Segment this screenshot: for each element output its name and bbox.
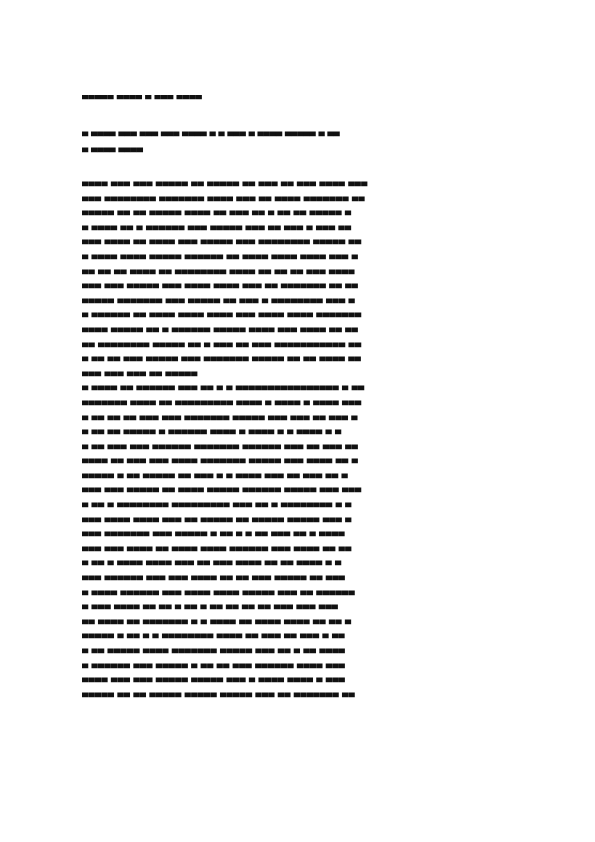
body-line: ▀ ▀▀▀ ▀▀▀▀ ▀▀ ▀▀ ▀ ▀▀ ▀ ▀▀ ▀▀ ▀▀ ▀▀ ▀▀▀ ▀▀▀ ▀▀▀ xyxy=(82,605,339,615)
body-line: ▀▀▀▀▀ ▀ ▀▀ ▀▀▀▀▀ ▀▀ ▀▀▀ ▀ ▀ ▀▀▀▀ ▀▀▀ ▀▀ ▀▀▀ ▀▀ ▀ xyxy=(82,473,348,483)
body-line: ▀▀▀ ▀▀▀▀▀▀ ▀▀▀ ▀▀▀ ▀▀▀▀ ▀▀ ▀▀ ▀▀▀ ▀▀▀▀▀ ▀▀ ▀▀▀ xyxy=(82,576,346,586)
body-line: ▀ ▀▀▀▀▀▀ ▀▀▀ ▀▀▀▀▀ ▀ ▀▀ ▀▀ ▀▀▀ ▀▀▀▀▀▀ ▀▀▀▀ ▀▀▀ xyxy=(82,663,346,673)
body-line: ▀ ▀▀ ▀▀▀▀▀ ▀▀▀▀ ▀▀▀▀▀▀▀ ▀▀▀▀▀ ▀▀▀ ▀▀ ▀ ▀▀ ▀▀▀▀ xyxy=(82,649,346,658)
body-line: ▀ ▀▀▀▀ ▀▀▀▀▀▀ ▀▀▀ ▀▀▀▀ ▀▀▀▀ ▀▀▀▀▀ ▀▀▀ ▀▀ ▀▀▀▀▀▀ xyxy=(82,590,355,600)
body-line: ▀ ▀▀ ▀ ▀▀▀▀ ▀▀▀▀ ▀▀▀ ▀▀ ▀▀▀ ▀▀▀▀ ▀▀ ▀▀ ▀▀▀▀ ▀ ▀ xyxy=(82,561,342,571)
body-line: ▀ ▀▀▀▀▀▀ ▀▀ ▀▀▀▀ ▀▀▀▀ ▀▀▀▀ ▀▀▀ ▀▀▀▀ ▀▀▀▀ ▀▀▀▀▀▀▀ xyxy=(82,313,362,323)
body-line: ▀▀▀▀ ▀▀▀ ▀▀▀ ▀▀▀▀▀ ▀▀▀▀▀ ▀▀▀ ▀ ▀▀▀▀ ▀▀▀▀ ▀ ▀▀▀ xyxy=(82,678,346,688)
title-line: ▀ ▀▀▀▀ ▀▀▀▀ xyxy=(82,148,143,157)
body-line: ▀ ▀▀ ▀▀ ▀▀▀▀▀ ▀ ▀▀▀▀▀▀ ▀▀▀▀ ▀ ▀▀▀▀ ▀ ▀ ▀▀▀▀ ▀ ▀ xyxy=(82,430,342,440)
body-line: ▀▀▀▀▀▀▀ ▀▀▀▀ ▀▀ ▀▀▀▀▀▀▀▀▀ ▀▀▀▀ ▀ ▀▀▀▀ ▀ ▀▀▀▀ ▀▀▀ xyxy=(82,400,362,410)
body-line: ▀▀▀ ▀▀▀ ▀▀▀▀ ▀▀ ▀▀▀▀ ▀▀▀▀ ▀▀▀▀▀▀ ▀▀▀ ▀▀▀▀ ▀▀ ▀▀ xyxy=(82,546,352,556)
body-line: ▀ ▀▀ ▀▀ ▀▀ ▀▀▀ ▀▀▀ ▀▀▀▀▀▀▀ ▀▀▀▀▀ ▀▀▀ ▀▀▀ ▀▀ ▀▀▀ ▀ xyxy=(82,415,358,425)
body-line: ▀ ▀▀ ▀▀ ▀▀▀ ▀▀▀▀▀ ▀▀▀ ▀▀▀▀▀▀▀ ▀▀▀▀▀ ▀▀ ▀▀ ▀▀▀▀ ▀▀ xyxy=(82,357,362,367)
body-line: ▀▀▀▀▀ ▀ ▀▀ ▀ ▀ ▀▀▀▀▀▀▀▀ ▀▀▀▀ ▀▀ ▀▀▀ ▀▀ ▀▀▀ ▀ ▀▀ xyxy=(82,634,345,644)
document-title xyxy=(82,129,512,161)
running-header: ▀▀▀▀▀ ▀▀▀▀ ▀ ▀▀▀ ▀▀▀▀ xyxy=(82,95,202,104)
body-line: ▀▀▀▀ ▀▀▀▀▀ ▀▀ ▀ ▀▀▀▀▀▀ ▀▀▀▀▀ ▀▀▀▀ ▀▀▀ ▀▀▀▀ ▀▀ ▀▀ xyxy=(82,327,359,337)
body-line: ▀ ▀▀▀▀ ▀▀ ▀▀▀▀▀▀ ▀▀▀ ▀▀ ▀ ▀ ▀▀▀▀▀▀▀▀▀▀▀▀▀▀▀▀ ▀ ▀▀ xyxy=(82,386,365,396)
body-line: ▀▀▀▀▀ ▀▀ ▀▀ ▀▀▀▀▀ ▀▀▀▀▀ ▀▀▀▀▀ ▀▀▀ ▀▀ ▀▀▀▀▀▀▀ ▀▀ xyxy=(82,692,355,702)
body-line: ▀▀▀ ▀▀▀▀ ▀▀▀▀ ▀▀▀ ▀▀ ▀▀▀▀▀ ▀▀ ▀▀▀▀▀ ▀▀▀▀▀ ▀▀▀ ▀ xyxy=(82,517,352,527)
document-body xyxy=(82,180,512,705)
body-line: ▀▀ ▀▀▀▀▀▀▀▀ ▀▀▀▀▀ ▀▀ ▀ ▀▀▀ ▀▀ ▀▀▀ ▀▀▀▀▀▀▀▀▀▀▀ ▀▀ xyxy=(82,342,362,352)
body-line: ▀▀▀ ▀▀▀▀▀▀▀▀ ▀▀▀▀▀▀▀ ▀▀▀▀ ▀▀▀ ▀▀ ▀▀▀▀ ▀▀▀▀▀▀▀ ▀▀ xyxy=(82,196,365,206)
body-line: ▀▀▀ ▀▀▀ ▀▀▀ ▀▀ ▀▀▀▀▀ xyxy=(82,371,198,381)
body-line: ▀▀▀ ▀▀▀ ▀▀▀▀▀ ▀▀ ▀▀▀▀ ▀▀▀▀▀ ▀▀▀▀▀▀ ▀▀▀▀▀ ▀▀▀ ▀▀▀ xyxy=(82,488,362,498)
body-line: ▀▀▀ ▀▀▀ ▀▀▀▀▀ ▀▀▀ ▀▀▀▀ ▀▀▀▀ ▀▀▀ ▀▀ ▀▀▀▀▀▀▀ ▀▀ ▀▀ xyxy=(82,284,359,294)
body-line: ▀▀▀▀ ▀▀ ▀▀▀ ▀▀▀ ▀▀▀▀ ▀▀▀▀▀▀▀ ▀▀▀▀▀ ▀▀▀ ▀▀▀▀ ▀▀ ▀ xyxy=(82,459,359,469)
body-line: ▀ ▀▀ ▀ ▀▀▀▀▀▀▀▀ ▀▀▀▀▀▀▀▀▀ ▀▀▀ ▀▀ ▀ ▀▀▀▀▀▀▀▀ ▀ ▀ xyxy=(82,503,352,513)
body-line: ▀ ▀▀ ▀▀▀ ▀▀▀ ▀▀▀▀▀▀ ▀▀▀▀▀▀▀ ▀▀▀▀▀▀ ▀▀▀ ▀▀ ▀▀▀ ▀▀ xyxy=(82,444,359,454)
body-line: ▀ ▀▀▀▀ ▀▀ ▀ ▀▀▀▀▀▀ ▀▀▀ ▀▀▀▀▀ ▀▀▀ ▀▀ ▀▀▀ ▀ ▀▀▀ ▀▀ xyxy=(82,225,352,235)
body-line: ▀ ▀▀▀▀ ▀▀▀▀ ▀▀▀▀▀ ▀▀▀▀▀▀ ▀▀ ▀▀▀▀ ▀▀▀▀ ▀▀▀▀ ▀▀▀ ▀ xyxy=(82,254,359,264)
body-line: ▀▀▀ ▀▀▀▀ ▀▀ ▀▀▀▀ ▀▀▀ ▀▀▀▀▀ ▀▀▀ ▀▀▀▀▀▀▀▀ ▀▀▀▀▀ ▀▀ xyxy=(82,240,362,250)
body-line: ▀▀ ▀▀▀▀ ▀▀ ▀▀▀▀▀▀▀ ▀ ▀ ▀▀▀▀ ▀▀ ▀▀▀▀ ▀▀▀▀ ▀▀ ▀▀ ▀ xyxy=(82,619,352,629)
title-line: ▀ ▀▀▀▀ ▀▀▀ ▀▀▀ ▀▀▀ ▀▀▀▀ ▀ ▀ ▀▀▀ ▀ ▀▀▀▀ ▀▀▀▀▀ ▀ ▀▀ xyxy=(82,132,340,141)
body-line: ▀▀▀ ▀▀▀▀▀▀▀ ▀▀▀ ▀▀▀▀▀ ▀ ▀▀ ▀ ▀ ▀▀ ▀▀▀ ▀▀ ▀ ▀▀▀▀ xyxy=(82,532,345,542)
body-line: ▀▀▀▀ ▀▀▀ ▀▀▀ ▀▀▀▀▀ ▀▀ ▀▀▀▀▀ ▀▀ ▀▀▀ ▀▀ ▀▀▀ ▀▀▀▀ ▀▀▀ xyxy=(82,182,368,191)
body-line: ▀▀▀▀▀ ▀▀▀▀▀▀▀ ▀▀▀ ▀▀▀▀▀ ▀▀ ▀▀▀ ▀ ▀▀▀▀▀▀▀▀ ▀▀▀ ▀ xyxy=(82,298,355,308)
body-line: ▀▀ ▀▀ ▀▀ ▀▀▀▀ ▀▀ ▀▀▀▀▀▀▀▀ ▀▀▀▀ ▀▀ ▀▀ ▀▀ ▀▀▀ ▀▀▀▀ xyxy=(82,269,355,279)
body-line: ▀▀▀▀▀ ▀▀ ▀▀ ▀▀▀▀▀ ▀▀▀▀ ▀▀ ▀▀▀ ▀▀ ▀ ▀▀ ▀▀ ▀▀▀▀▀ ▀ xyxy=(82,211,352,221)
